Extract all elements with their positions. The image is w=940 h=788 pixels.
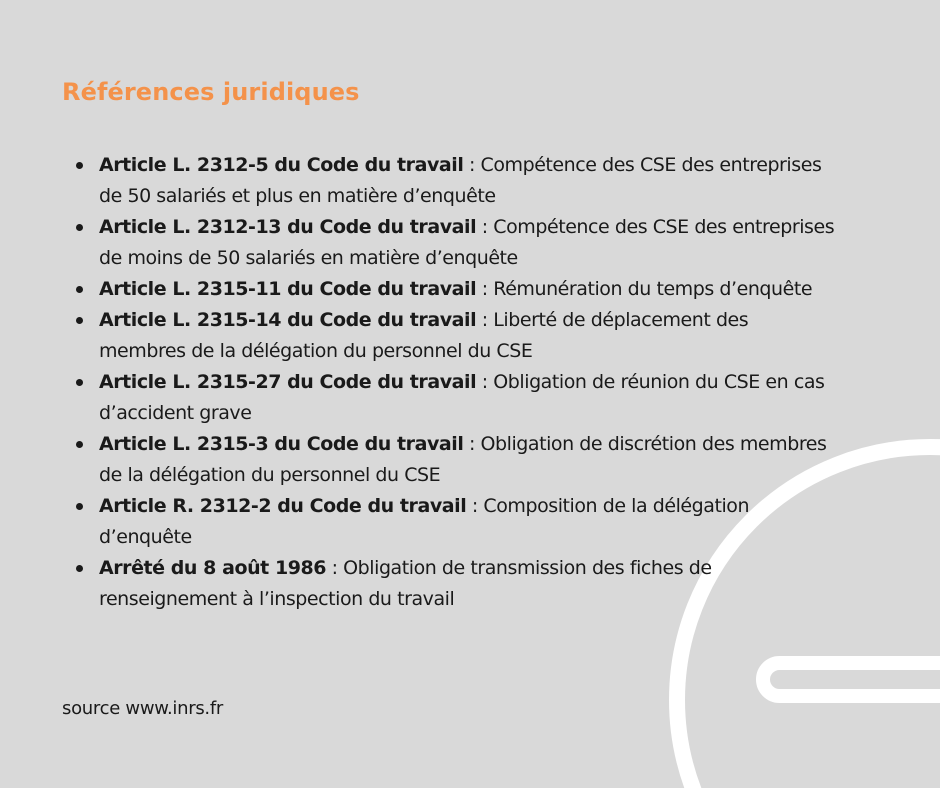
bullet-icon: [76, 379, 83, 386]
reference-title: Article L. 2315-27 du Code du travail: [99, 371, 477, 393]
source-credit: source www.inrs.fr: [62, 698, 223, 719]
list-item: [76, 274, 836, 305]
reference-description: Liberté de déplacement des membres de la délégation du personnel du CSE: [99, 309, 749, 362]
reference-separator: :: [476, 371, 494, 393]
bullet-icon: [76, 286, 83, 293]
bullet-icon: [76, 441, 83, 448]
reference-title: Arrêté du 8 août 1986: [99, 557, 327, 579]
list-item: [76, 212, 836, 274]
reference-separator: :: [476, 216, 494, 238]
references-list: [76, 150, 836, 615]
list-item: [76, 553, 836, 615]
bullet-icon: [76, 317, 83, 324]
bullet-icon: [76, 162, 83, 169]
list-item: [76, 305, 836, 367]
reference-title: Article L. 2315-3 du Code du travail: [99, 433, 464, 455]
reference-title: Article L. 2312-13 du Code du travail: [99, 216, 477, 238]
reference-title: Article L. 2315-11 du Code du travail: [99, 278, 477, 300]
reference-description: Obligation de discrétion des membres de la délégation du personnel du CSE: [99, 433, 827, 486]
list-item: [76, 429, 836, 491]
page-title: Références juridiques: [62, 78, 360, 106]
reference-separator: :: [476, 278, 494, 300]
reference-description: Obligation de transmission des fiches de renseignement à l’inspection du travail: [99, 557, 712, 610]
reference-separator: :: [463, 154, 481, 176]
reference-separator: :: [463, 433, 481, 455]
reference-title: Article L. 2312-5 du Code du travail: [99, 154, 464, 176]
reference-description: Obligation de réunion du CSE en cas d’accident grave: [99, 371, 825, 424]
reference-title: Article L. 2315-14 du Code du travail: [99, 309, 477, 331]
reference-description: Rémunération du temps d’enquête: [493, 278, 813, 300]
reference-description: Compétence des CSE des entreprises de moins de 50 salariés en matière d’enquête: [99, 216, 835, 269]
bullet-icon: [76, 503, 83, 510]
list-item: [76, 491, 836, 553]
reference-description: Composition de la délégation d’enquête: [99, 495, 750, 548]
bullet-icon: [76, 565, 83, 572]
reference-title: Article R. 2312-2 du Code du travail: [99, 495, 467, 517]
reference-description: Compétence des CSE des entreprises de 50 salariés et plus en matière d’enquête: [99, 154, 822, 207]
bullet-icon: [76, 224, 83, 231]
list-item: [76, 150, 836, 212]
reference-separator: :: [466, 495, 484, 517]
list-item: [76, 367, 836, 429]
reference-separator: :: [476, 309, 494, 331]
reference-separator: :: [326, 557, 344, 579]
decorative-bar: [763, 663, 940, 696]
